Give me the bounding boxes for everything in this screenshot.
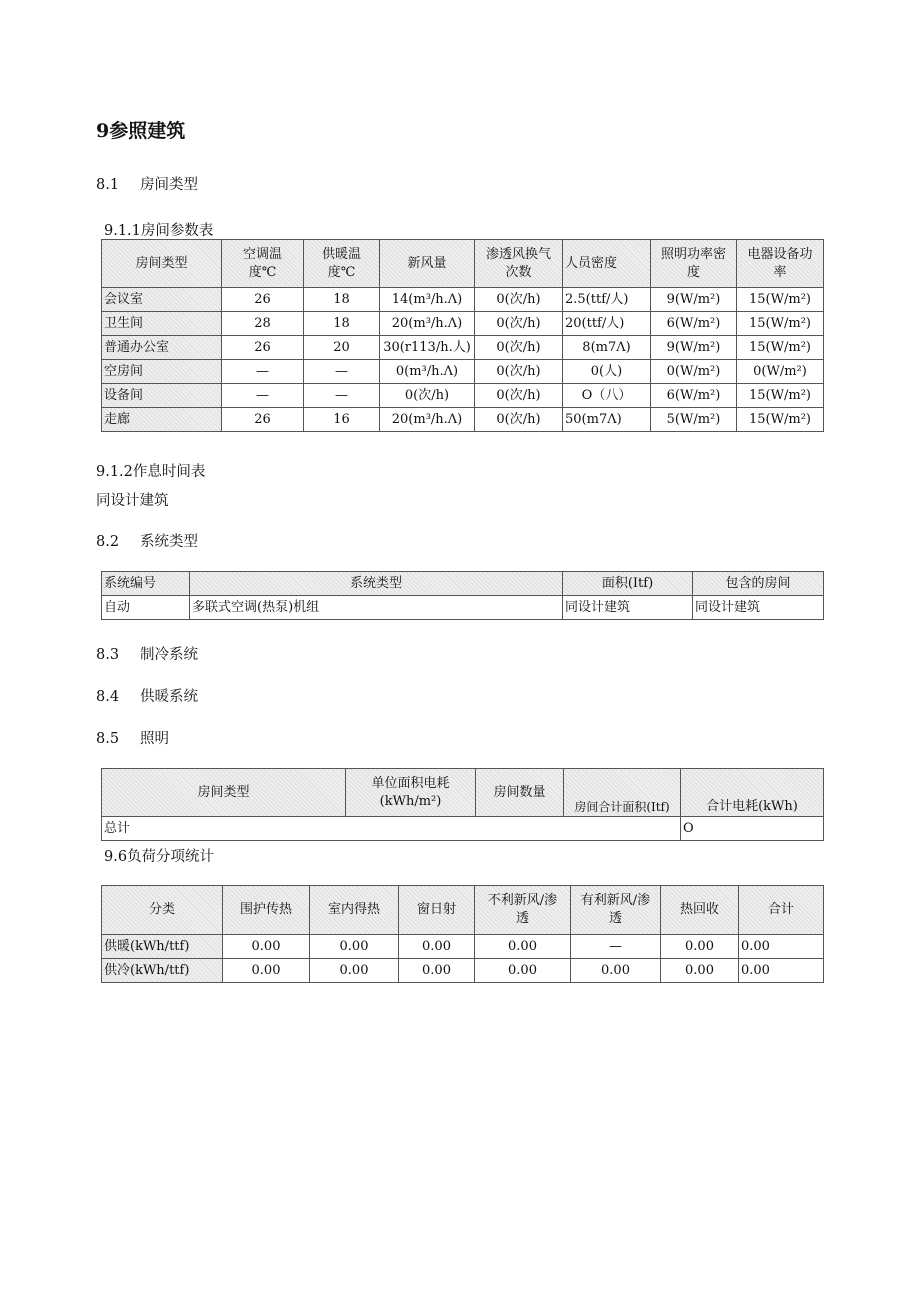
header-cell: 供暖温 度℃: [304, 240, 380, 288]
table-row: [102, 360, 824, 384]
header-cell: 室内得热: [310, 886, 399, 935]
header-cell: 照明功率密 度: [651, 240, 737, 288]
area-cell: 同设计建筑: [563, 596, 693, 620]
section-label: 系统类型: [140, 534, 198, 550]
cooling-temp-cell: 26: [222, 408, 304, 432]
lighting-density-cell: 0(W/m²): [651, 360, 737, 384]
value-cell: 0.00: [310, 935, 399, 959]
header-cell: 房间类型: [102, 769, 346, 817]
fresh-air-cell: 14(m³/h.Λ): [380, 288, 475, 312]
value-cell: —: [571, 935, 661, 959]
header-cell: 电器设备功 率: [737, 240, 824, 288]
equipment-density-cell: 15(W/m²): [737, 336, 824, 360]
fresh-air-cell: 0(次/h): [380, 384, 475, 408]
subsection-9-1-2: 9.1.2作息时间表: [96, 464, 206, 480]
header-cell: 窗日射: [399, 886, 475, 935]
cooling-temp-cell: —: [222, 384, 304, 408]
table-row: [102, 384, 824, 408]
category-cell: 供冷(kWh/ttf): [102, 959, 223, 983]
equipment-density-cell: 15(W/m²): [737, 288, 824, 312]
occupant-density-cell: 8(m7Λ): [563, 336, 651, 360]
occupant-density-cell: 2.5(ttf/人): [563, 288, 651, 312]
total-cell: 0.00: [739, 935, 824, 959]
schedule-note: 同设计建筑: [96, 493, 169, 509]
header-cell: 系统类型: [190, 572, 563, 596]
section-label: 房间类型: [140, 177, 198, 193]
infiltration-cell: 0(次/h): [475, 288, 563, 312]
value-cell: 0.00: [399, 959, 475, 983]
header-cell: 热回收: [661, 886, 739, 935]
room-type-cell: 会议室: [102, 288, 222, 312]
header-cell: 围护传热: [223, 886, 310, 935]
room-type-cell: 走廊: [102, 408, 222, 432]
header-cell: 合计: [739, 886, 824, 935]
table-header-row: [102, 572, 824, 596]
header-cell: 空调温 度℃: [222, 240, 304, 288]
table-row: [102, 935, 824, 959]
heating-temp-cell: —: [304, 360, 380, 384]
heating-temp-cell: —: [304, 384, 380, 408]
occupant-density-cell: 0(人): [563, 360, 651, 384]
section-8-4: [96, 685, 198, 706]
header-cell: 有利新风/渗 透: [571, 886, 661, 935]
heating-temp-cell: 20: [304, 336, 380, 360]
heating-temp-cell: 18: [304, 312, 380, 336]
heating-temp-cell: 18: [304, 288, 380, 312]
fresh-air-cell: 20(m³/h.Λ): [380, 312, 475, 336]
cooling-temp-cell: 26: [222, 336, 304, 360]
rooms-cell: 同设计建筑: [693, 596, 824, 620]
room-type-cell: 空房间: [102, 360, 222, 384]
section-number: 8.5: [96, 731, 120, 747]
header-cell: 人员密度: [563, 240, 651, 288]
header-cell: 包含的房间: [693, 572, 824, 596]
cooling-temp-cell: 28: [222, 312, 304, 336]
equipment-density-cell: 15(W/m²): [737, 384, 824, 408]
value-cell: 0.00: [661, 935, 739, 959]
occupant-density-cell: O（八）: [563, 384, 651, 408]
value-cell: 0.00: [399, 935, 475, 959]
header-cell: 渗透风换气 次数: [475, 240, 563, 288]
value-cell: 0.00: [223, 959, 310, 983]
room-type-cell: 设备间: [102, 384, 222, 408]
infiltration-cell: 0(次/h): [475, 312, 563, 336]
system-type-cell: 多联式空调(热泵)机组: [190, 596, 563, 620]
lighting-density-cell: 6(W/m²): [651, 312, 737, 336]
system-id-cell: 自动: [102, 596, 190, 620]
lighting-density-cell: 6(W/m²): [651, 384, 737, 408]
table-row: [102, 408, 824, 432]
lighting-density-cell: 9(W/m²): [651, 288, 737, 312]
value-cell: 0.00: [310, 959, 399, 983]
lighting-density-cell: 9(W/m²): [651, 336, 737, 360]
room-type-cell: 普通办公室: [102, 336, 222, 360]
header-cell: 分类: [102, 886, 223, 935]
section-label: 供暖系统: [140, 689, 198, 705]
lighting-density-cell: 5(W/m²): [651, 408, 737, 432]
value-cell: 0.00: [223, 935, 310, 959]
section-number: 8.3: [96, 647, 120, 663]
header-cell: 房间数量: [476, 769, 564, 817]
cooling-temp-cell: —: [222, 360, 304, 384]
system-type-table: [101, 571, 824, 620]
equipment-density-cell: 0(W/m²): [737, 360, 824, 384]
table-row: [102, 336, 824, 360]
header-cell: 新风量: [380, 240, 475, 288]
occupant-density-cell: 50(m7Λ): [563, 408, 651, 432]
infiltration-cell: 0(次/h): [475, 360, 563, 384]
value-cell: 0.00: [571, 959, 661, 983]
value-cell: 0.00: [475, 959, 571, 983]
total-cell: 0.00: [739, 959, 824, 983]
section-number: 8.1: [96, 177, 120, 193]
subsection-9-1-1: 9.1.1房间参数表: [104, 223, 214, 239]
occupant-density-cell: 20(ttf/人): [563, 312, 651, 336]
heating-temp-cell: 16: [304, 408, 380, 432]
room-type-cell: 卫生间: [102, 312, 222, 336]
header-cell: 合计电耗(kWh): [681, 769, 824, 817]
section-8-3: [96, 643, 198, 664]
infiltration-cell: 0(次/h): [475, 336, 563, 360]
table-row: [102, 596, 824, 620]
header-cell: 不利新风/渗 透: [475, 886, 571, 935]
equipment-density-cell: 15(W/m²): [737, 312, 824, 336]
section-8-1: [96, 173, 198, 194]
cooling-temp-cell: 26: [222, 288, 304, 312]
header-cell: 房间合计面积(Itf): [564, 769, 681, 817]
room-parameter-table: [101, 239, 824, 432]
table-header-row: [102, 769, 824, 817]
table-row: [102, 288, 824, 312]
load-breakdown-table: [101, 885, 824, 983]
header-cell: 系统编号: [102, 572, 190, 596]
header-cell: 房间类型: [102, 240, 222, 288]
section-label: 制冷系统: [140, 647, 198, 663]
category-cell: 供暖(kWh/ttf): [102, 935, 223, 959]
infiltration-cell: 0(次/h): [475, 384, 563, 408]
table-header-row: [102, 886, 824, 935]
table-row: [102, 312, 824, 336]
table-row: [102, 817, 824, 841]
total-label-cell: 总计: [102, 817, 681, 841]
fresh-air-cell: 30(r113/h.人): [380, 336, 475, 360]
section-number: 8.2: [96, 534, 120, 550]
section-number: 8.4: [96, 689, 120, 705]
header-cell: 面积(Itf): [563, 572, 693, 596]
total-value-cell: O: [681, 817, 824, 841]
fresh-air-cell: 20(m³/h.Λ): [380, 408, 475, 432]
section-8-5: [96, 727, 169, 748]
value-cell: 0.00: [475, 935, 571, 959]
equipment-density-cell: 15(W/m²): [737, 408, 824, 432]
section-label: 照明: [140, 731, 169, 747]
table-row: [102, 959, 824, 983]
fresh-air-cell: 0(m³/h.Λ): [380, 360, 475, 384]
lighting-table: [101, 768, 824, 841]
section-8-2: [96, 530, 198, 551]
header-cell: 单位面积电耗 (kWh/m²): [346, 769, 476, 817]
subsection-9-6: 9.6负荷分项统计: [104, 849, 215, 865]
infiltration-cell: 0(次/h): [475, 408, 563, 432]
value-cell: 0.00: [661, 959, 739, 983]
page-title: 9参照建筑: [96, 120, 186, 142]
table-header-row: [102, 240, 824, 288]
